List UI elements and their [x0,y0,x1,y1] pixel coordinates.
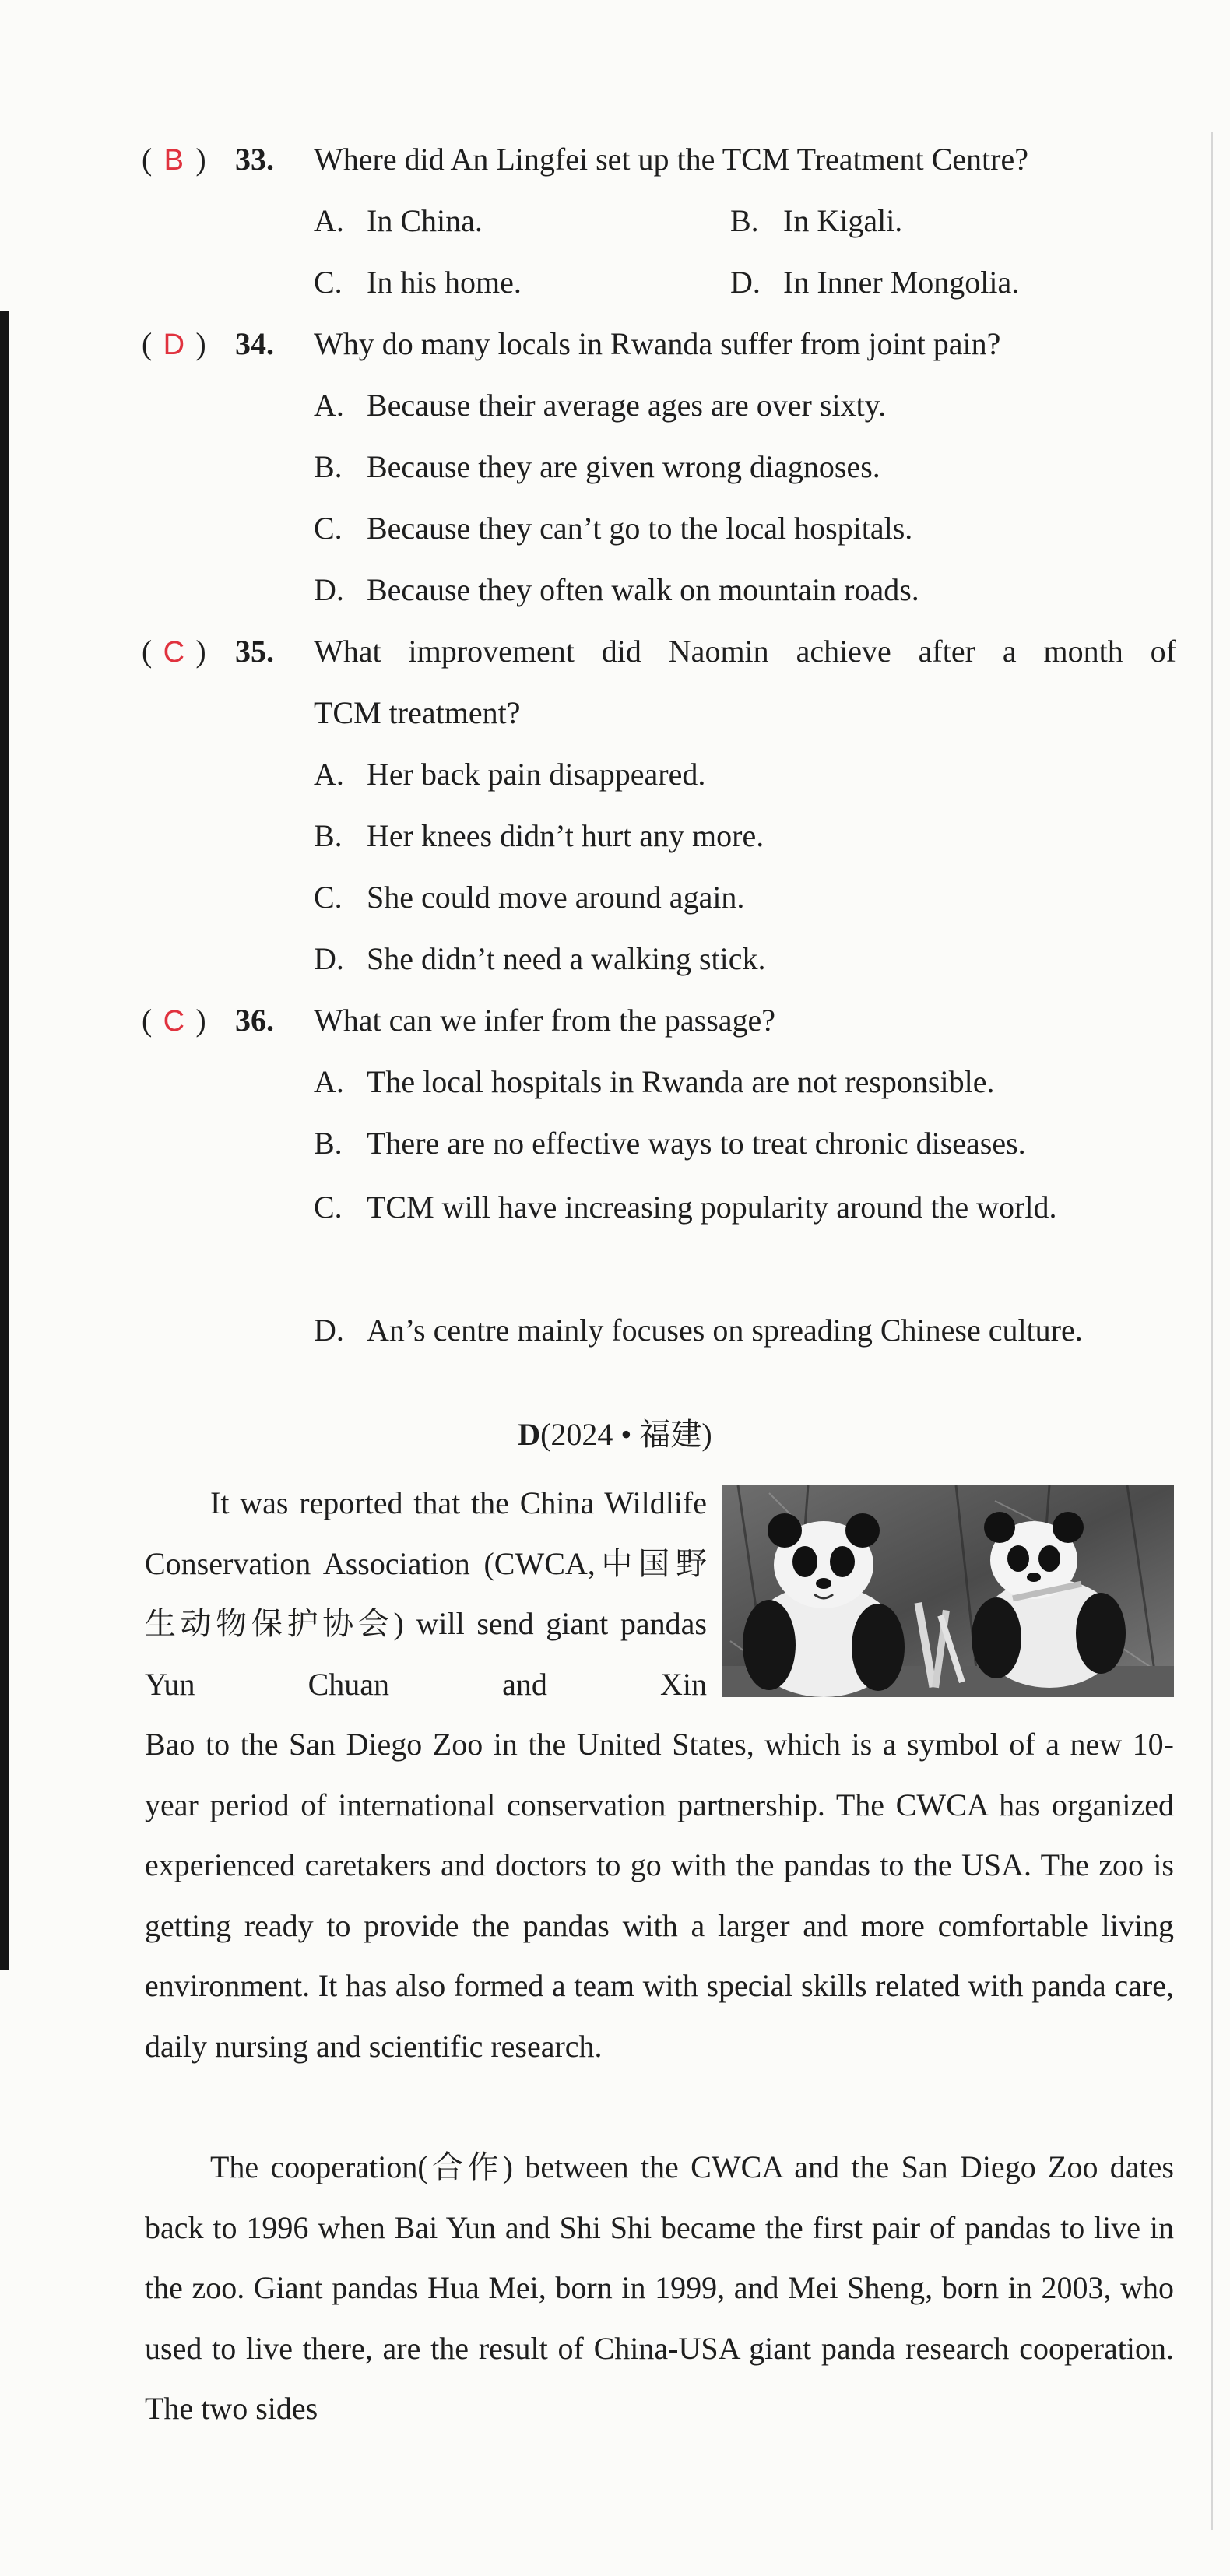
question-33-stem: Where did An Lingfei set up the TCM Treatment Centre? [314,142,1028,177]
answer-35[interactable]: C [163,636,185,669]
option-34-c[interactable]: C. Because they can’t go to the local hospitals. [314,511,913,546]
question-number: 33. [235,142,274,177]
panda-photo [722,1485,1174,1697]
answer-34[interactable]: D [163,329,185,361]
answer-bracket: ( C ) [142,631,235,673]
option-35-c[interactable]: C. She could move around again. [314,880,745,915]
question-34-stem: Why do many locals in Rwanda suffer from joint pain? [314,326,1001,361]
question-35-stem-line-1: What improvement did Naomin achieve after a month of [314,634,1176,669]
option-33-b[interactable]: B. In Kigali. [730,203,903,238]
answer-bracket: ( B ) [142,139,235,181]
question-35-stem-line [142,631,296,673]
option-36-c[interactable]: C. TCM will have increasing popularity around the world. [314,1190,1057,1225]
section-heading: D(2024 • 福建) [518,1417,712,1452]
option-35-b[interactable]: B. Her knees didn’t hurt any more. [314,818,764,853]
option-33-d[interactable]: D. In Inner Mongolia. [730,265,1020,300]
option-33-c[interactable]: C. In his home. [314,265,522,300]
option-33-a[interactable]: A. In China. [314,203,483,238]
answer-36[interactable]: C [163,1005,185,1038]
option-36-a[interactable]: A. The local hospitals in Rwanda are not responsible. [314,1064,995,1099]
question-number: 36. [235,1003,274,1038]
question-number: 35. [235,634,274,669]
question-number: 34. [235,326,274,361]
option-34-b[interactable]: B. Because they are given wrong diagnoses. [314,449,880,484]
option-36-d[interactable]: D. An’s centre mainly focuses on spreading Chinese culture. [314,1313,1083,1348]
answer-33[interactable]: B [163,144,184,177]
question-36-stem: What can we infer from the passage? [314,1003,776,1038]
margin-rule [1211,132,1213,2530]
option-34-d[interactable]: D. Because they often walk on mountain roads. [314,572,919,607]
question-36-stem-line [142,1000,296,1042]
question-33-stem-line [142,139,296,181]
answer-bracket: ( C ) [142,1000,235,1042]
option-36-b[interactable]: B. There are no effective ways to treat chronic diseases. [314,1126,1026,1161]
question-34-stem-line [142,323,296,366]
answer-bracket: ( D ) [142,323,235,366]
passage-paragraph-1-intro: It was reported that the China Wildlife Conservation Association (CWCA,中国野生动物保护协会) will send giant pandas Yun Chuan and Xin [145,1485,707,1702]
option-35-d[interactable]: D. She didn’t need a walking stick. [314,941,766,976]
question-35-stem-line-2: TCM treatment? [314,695,521,730]
option-34-a[interactable]: A. Because their average ages are over sixty. [314,388,887,423]
page-binding-edge [0,311,9,1970]
passage-paragraph-1: Bao to the San Diego Zoo in the United States, which is a symbol of a new 10-year period of international conservation partnership. The CWCA has organized experienced caretakers and doctors to go with the pandas to the USA. The zoo is getting ready to provide the pandas with a larger and more comfortable living environment. It has also formed a team with special skills related with panda care, daily nursing and scientific research. [145,1727,1174,2064]
option-35-a[interactable]: A. Her back pain disappeared. [314,757,706,792]
passage-paragraph-2: The cooperation(合作) between the CWCA and the San Diego Zoo dates back to 1996 when Bai Yun and Shi Shi became the first pair of pandas to live in the zoo. Giant pandas Hua Mei, born in 1999, and Mei Sheng, born in 2003, who used to live there, are the result of China-USA giant panda research cooperation. The two sides [145,2149,1174,2426]
